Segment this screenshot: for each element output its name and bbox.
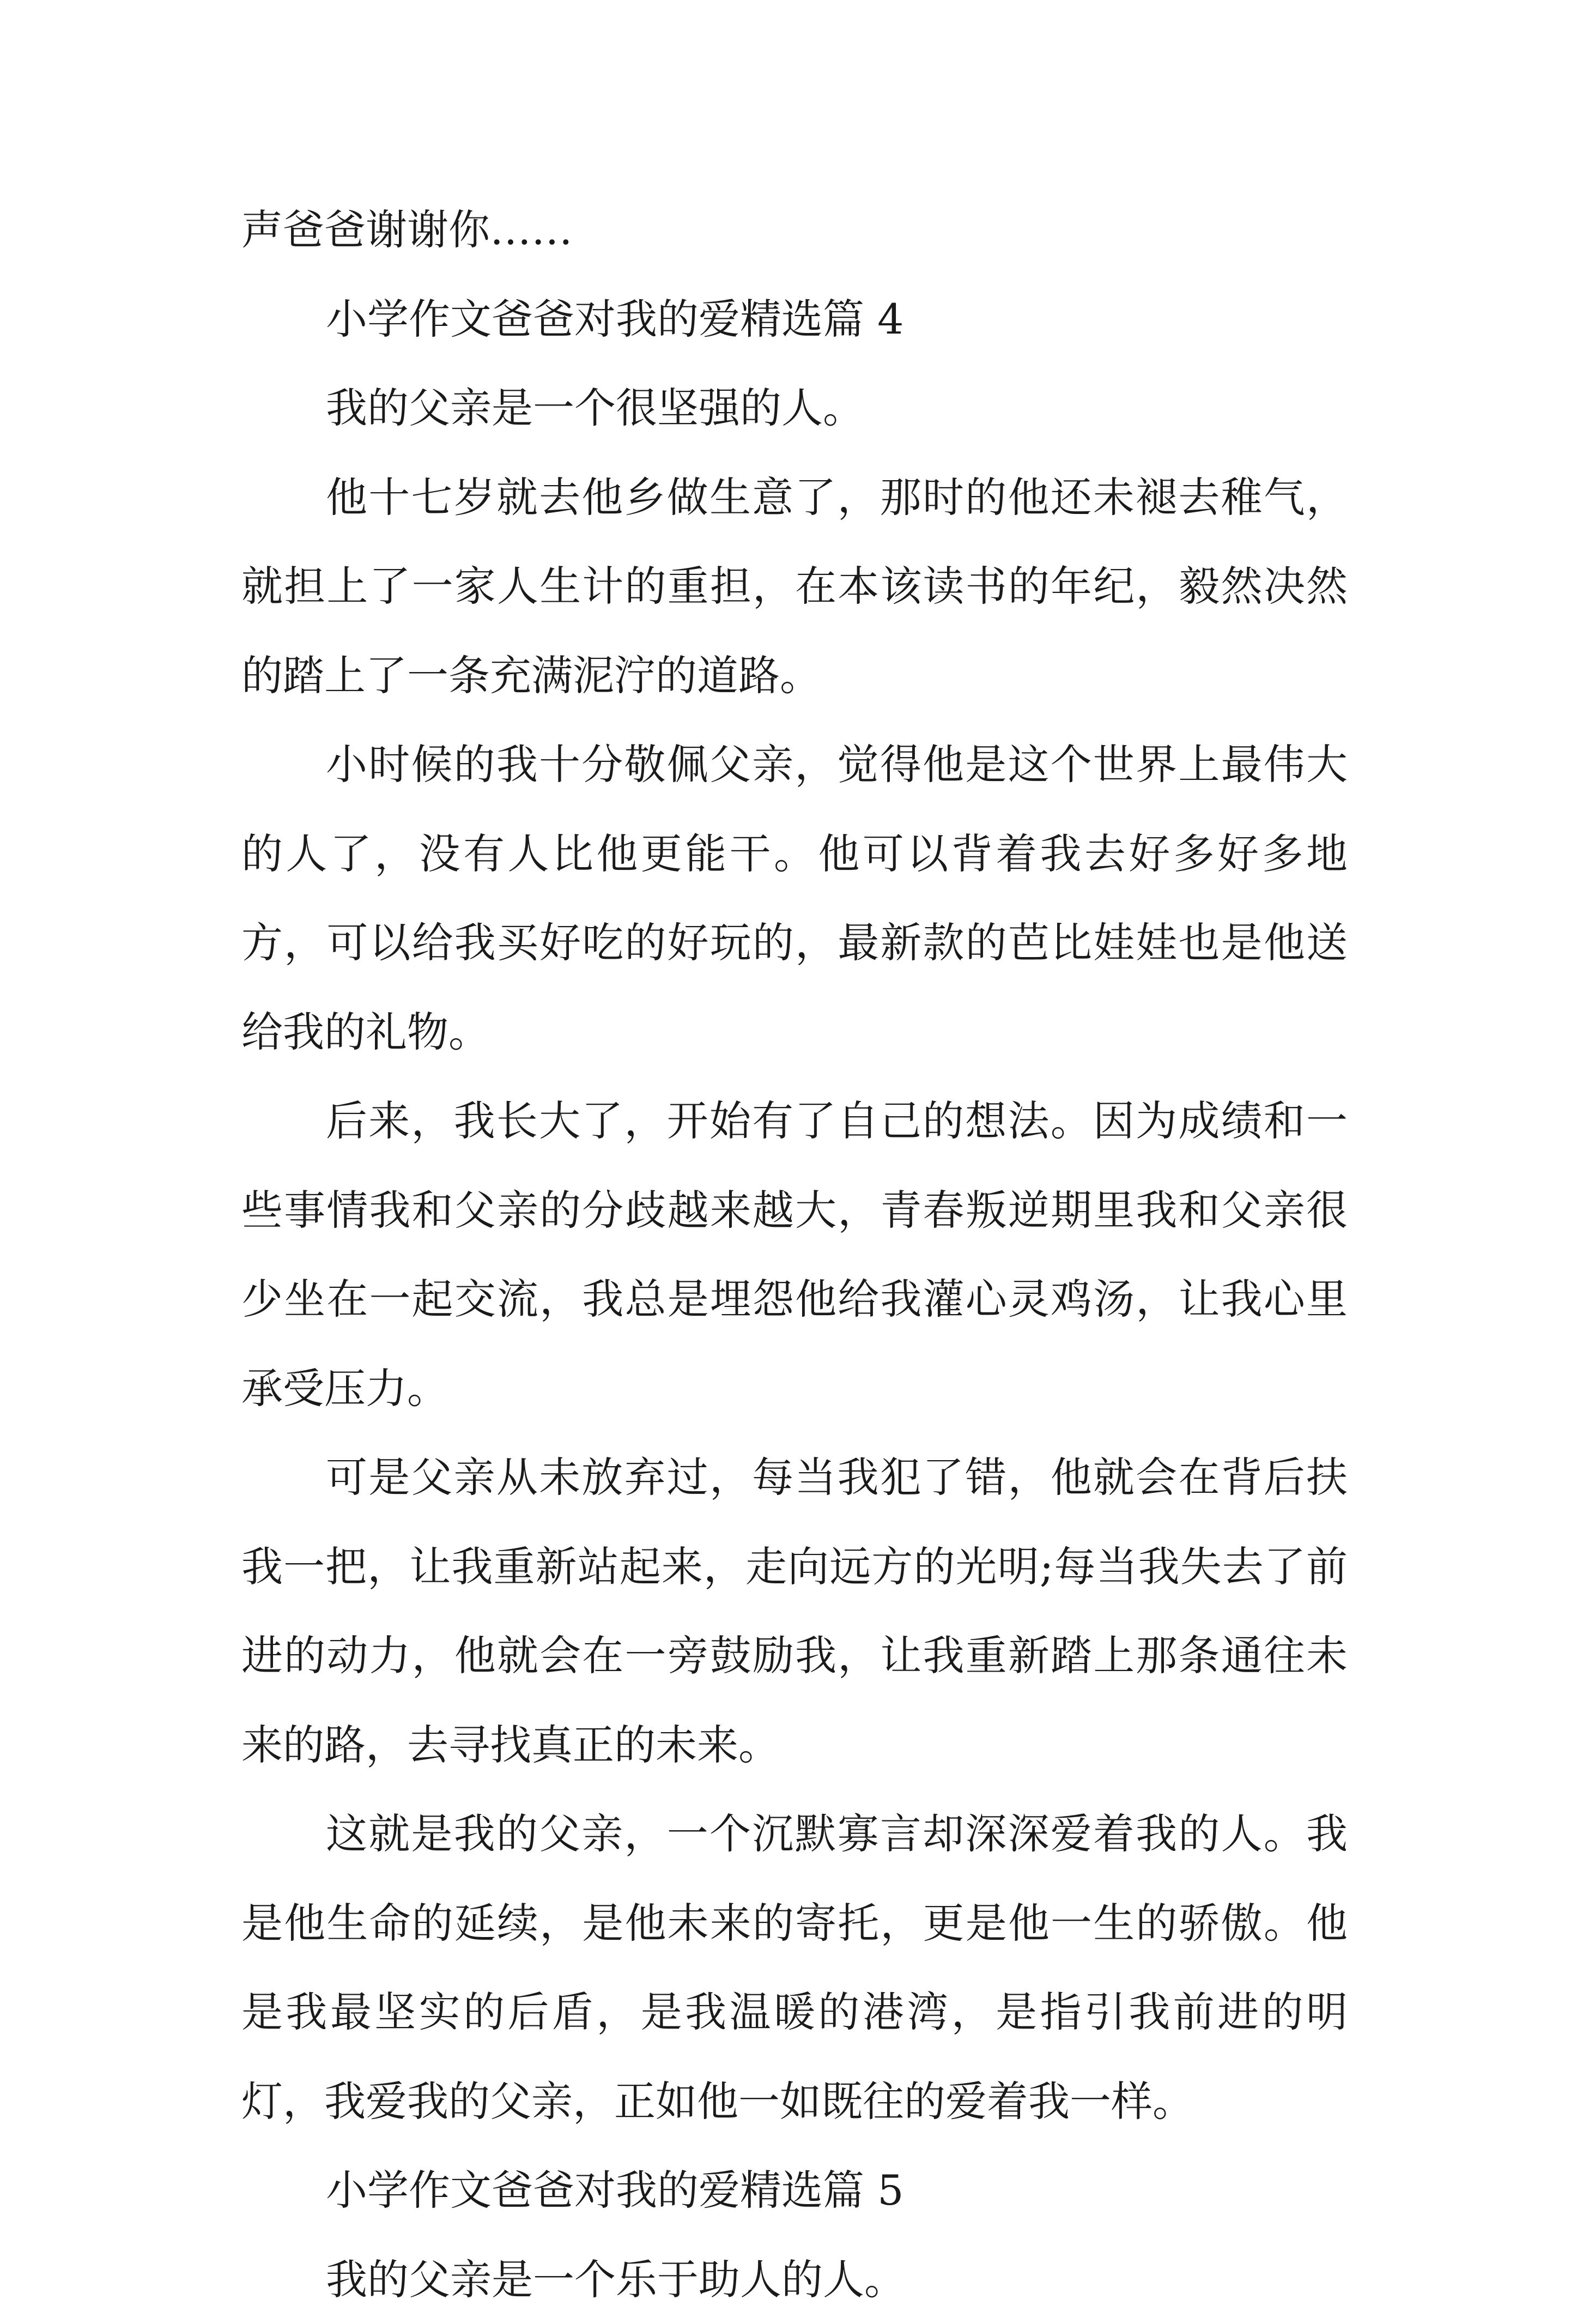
essay-body — [241, 185, 1348, 2324]
paragraph-seventeen: 他十七岁就去他乡做生意了，那时的他还未褪去稚气，就担上了一家人生计的重担，在本该读书的年纪，毅然决然的踏上了一条充满泥泞的道路。 — [241, 453, 1348, 721]
continuation-line: 声爸爸谢谢你…… — [241, 185, 1348, 275]
section-heading-5: 小学作文爸爸对我的爱精选篇 5 — [241, 2146, 1348, 2235]
paragraph-growing-up: 后来，我长大了，开始有了自己的想法。因为成绩和一些事情我和父亲的分歧越来越大，青春叛逆期里我和父亲很少坐在一起交流，我总是埋怨他给我灌心灵鸡汤，让我心里承受压力。 — [241, 1076, 1348, 1433]
paragraph-never-gave-up: 可是父亲从未放弃过，每当我犯了错，他就会在背后扶我一把，让我重新站起来，走向远方的光明;每当我失去了前进的动力，他就会在一旁鼓励我，让我重新踏上那条通往未来的路，去寻找真正的未来。 — [241, 1433, 1348, 1789]
paragraph-childhood: 小时候的我十分敬佩父亲，觉得他是这个世界上最伟大的人了，没有人比他更能干。他可以背着我去好多好多地方，可以给我买好吃的好玩的，最新款的芭比娃娃也是他送给我的礼物。 — [241, 720, 1348, 1076]
paragraph-intro: 我的父亲是一个很坚强的人。 — [241, 364, 1348, 453]
section-heading-4: 小学作文爸爸对我的爱精选篇 4 — [241, 275, 1348, 364]
paragraph-conclusion: 这就是我的父亲，一个沉默寡言却深深爱着我的人。我是他生命的延续，是他未来的寄托，更是他一生的骄傲。他是我最坚实的后盾，是我温暖的港湾，是指引我前进的明灯，我爱我的父亲，正如他一如既往的爱着我一样。 — [241, 1789, 1348, 2146]
paragraph-helpful: 我的父亲是一个乐于助人的人。 — [241, 2235, 1348, 2324]
